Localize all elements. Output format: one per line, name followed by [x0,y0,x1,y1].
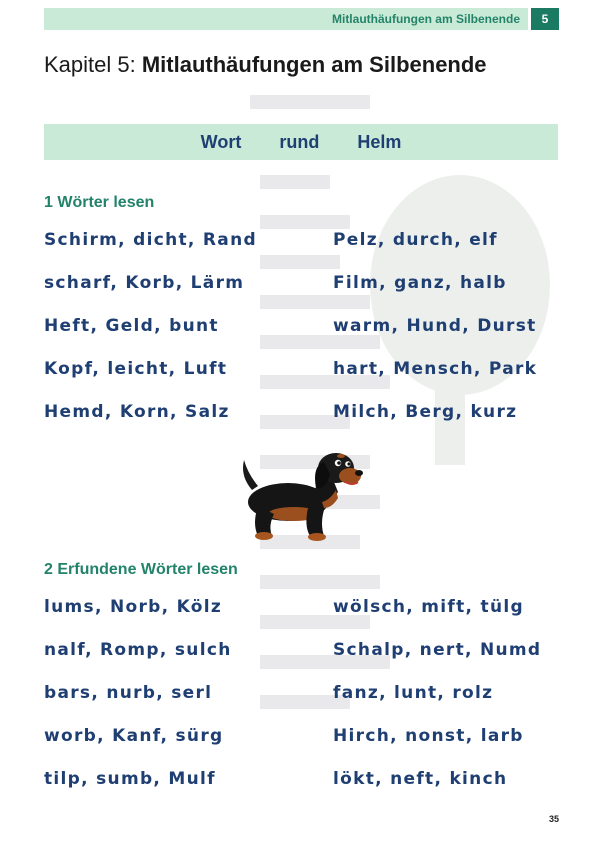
word-row [44,769,558,812]
word-group: Hemd, Korn, Salz [44,402,230,422]
chapter-number-badge: 5 [531,8,559,30]
section-heading-invented-words: 2 Erfundene Wörter lesen [44,561,238,578]
page-number: 35 [549,814,560,824]
word-row [44,273,558,316]
word-group: scharf, Korb, Lärm [44,273,245,293]
running-header-bar [44,8,528,30]
word-group: lums, Norb, Kölz [44,597,223,617]
word-row [44,402,558,445]
dachshund-dog-icon [238,446,366,546]
word-group: Hirch, nonst, larb [333,726,524,746]
word-group: Milch, Berg, kurz [333,402,518,422]
section-heading-words: 1 Wörter lesen [44,194,155,211]
word-group: Heft, Geld, bunt [44,316,219,336]
chapter-title [44,52,487,78]
word-row [44,726,558,769]
word-group: nalf, Romp, sulch [44,640,232,660]
example-word: Wort [200,131,242,152]
word-group: Pelz, durch, elf [333,230,498,250]
word-row [44,597,558,640]
word-group: hart, Mensch, Park [333,359,538,379]
word-row [44,359,558,402]
word-group: bars, nurb, serl [44,683,213,703]
example-words-band [44,124,558,160]
word-group: tilp, sumb, Mulf [44,769,216,789]
word-grid-real [44,230,558,445]
word-group: warm, Hund, Durst [333,316,537,336]
word-group: Schalp, nert, Numd [333,640,542,660]
word-row [44,316,558,359]
word-group: fanz, lunt, rolz [333,683,494,703]
word-row [44,683,558,726]
word-group: lökt, neft, kinch [333,769,508,789]
chapter-title-main: Mitlauthäufungen am Silbenende [141,52,487,77]
word-row [44,230,558,273]
word-grid-invented [44,597,558,812]
example-word: Helm [357,131,402,152]
word-group: Schirm, dicht, Rand [44,230,257,250]
word-group: worb, Kanf, sürg [44,726,224,746]
word-row [44,640,558,683]
word-group: Film, ganz, halb [333,273,507,293]
running-header-title: Mitlauthäufungen am Silbenende [331,12,520,26]
word-group: Kopf, leicht, Luft [44,359,228,379]
example-word: rund [279,131,320,152]
word-group: wölsch, mift, tülg [333,597,524,617]
chapter-title-prefix: Kapitel 5: [44,52,136,77]
